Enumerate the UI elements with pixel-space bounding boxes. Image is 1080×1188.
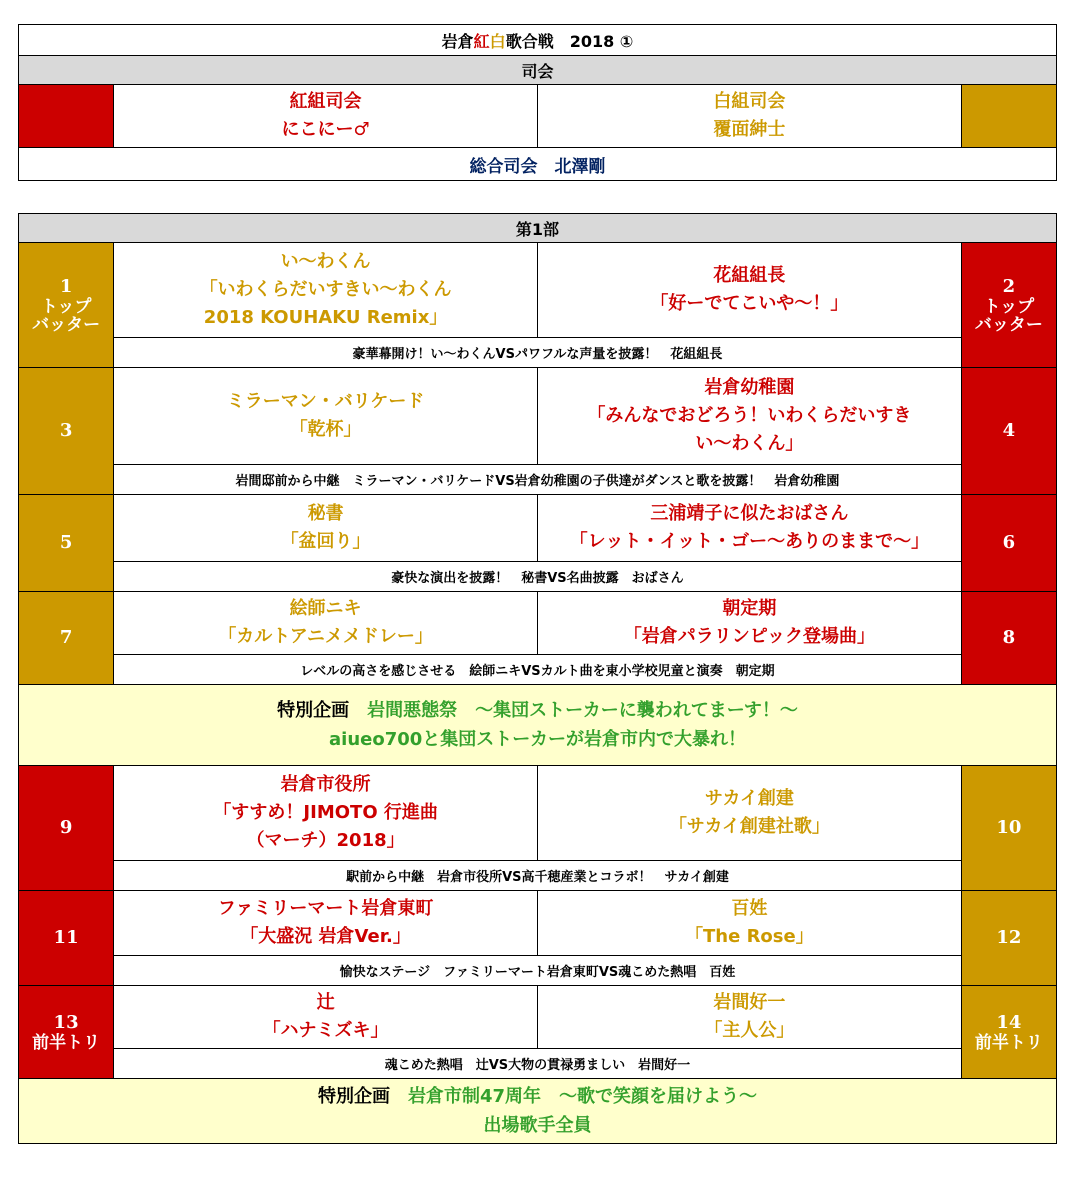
left-performance-cell (114, 495, 538, 562)
left-number-cell (19, 495, 114, 592)
match-row (19, 495, 1057, 562)
red-host-name: にこにー♂ (281, 119, 370, 140)
right-song-title: 「みんなでおどろう！いわくらだいすき (587, 405, 912, 426)
right-performer-name: 三浦靖子に似たおばさん (650, 503, 849, 524)
title-red-char: 紅 (473, 31, 490, 51)
red-host-cell (114, 85, 538, 148)
part1-section-header: 第1部 (19, 214, 1057, 243)
right-performer-name: 岩間好一 (713, 992, 786, 1013)
right-song-title: い～わくん」 (695, 433, 804, 454)
left-number-cell (19, 891, 114, 986)
left-performance-cell (114, 368, 538, 465)
host-table (18, 24, 1057, 181)
right-number-cell (961, 243, 1056, 368)
match-row (19, 592, 1057, 655)
match-row (19, 243, 1057, 338)
left-order-number: 5 (59, 532, 73, 553)
special-line-2: 出場歌手全員 (483, 1115, 592, 1136)
special-row (19, 1079, 1057, 1144)
right-performance-cell (537, 368, 961, 465)
right-performance-cell (537, 592, 961, 655)
left-performance-cell (114, 243, 538, 338)
right-performer-name: サカイ創建 (704, 788, 794, 809)
left-performer-name: ミラーマン・バリケード (226, 391, 425, 412)
right-number-cell (961, 368, 1056, 495)
left-performer-name: い～わくん (280, 251, 371, 272)
left-song-title: 「いわくらだいすきい～わくん (199, 279, 452, 300)
match-desc-row (19, 562, 1057, 592)
right-number-cell (961, 766, 1056, 891)
left-order-number: 3 (59, 420, 73, 441)
left-performer-name: 岩倉市役所 (280, 774, 371, 795)
left-order-note: 前半トリ (32, 1033, 101, 1053)
white-host-cell (537, 85, 961, 148)
special-line-1 (19, 696, 1056, 725)
left-performance-cell (114, 592, 538, 655)
match-desc-row (19, 465, 1057, 495)
match-row (19, 891, 1057, 956)
left-song-title: 「盆回り」 (280, 531, 371, 552)
right-performance-cell (537, 495, 961, 562)
right-order-note: 前半トリ (974, 1033, 1043, 1053)
match-description: 愉快なステージ ファミリーマート岩倉東町VS魂こめた熱唱 百姓 (114, 956, 962, 986)
right-order-number: 12 (996, 927, 1022, 948)
right-performer-name: 百姓 (731, 898, 768, 919)
left-song-title: （マーチ）2018」 (246, 830, 405, 851)
right-order-number: 8 (1002, 627, 1016, 648)
right-song-title: 「サカイ創建社歌」 (668, 816, 830, 837)
program-table (18, 213, 1057, 1144)
left-order-number: 1 (59, 276, 73, 297)
left-number-cell (19, 986, 114, 1079)
right-order-number: 6 (1002, 532, 1016, 553)
title-pre: 岩倉 (441, 31, 474, 51)
special-row (19, 685, 1057, 766)
right-performance-cell (537, 891, 961, 956)
left-performance-cell (114, 891, 538, 956)
left-song-title: 2018 KOUHAKU Remix」 (203, 307, 448, 328)
left-song-title: 「大盛況 岩倉Ver.」 (240, 926, 411, 947)
match-desc-row (19, 1049, 1057, 1079)
right-performer-name: 朝定期 (722, 598, 777, 619)
white-host-name: 覆面紳士 (713, 119, 786, 140)
match-description: 豪華幕開け！い～わくんVSパワフルな声量を披露！ 花組組長 (114, 338, 962, 368)
match-row (19, 986, 1057, 1049)
special-line-2: aiueo700と集団ストーカーが岩倉市内で大暴れ！ (329, 729, 746, 750)
left-number-cell (19, 592, 114, 685)
right-number-cell (961, 891, 1056, 986)
right-number-cell (961, 592, 1056, 685)
right-order-number: 14 (996, 1012, 1022, 1033)
right-order-number: 10 (996, 817, 1022, 838)
match-description: 岩間邸前から中継 ミラーマン・バリケードVS岩倉幼稚園の子供達がダンスと歌を披露！ 岩倉幼稚園 (114, 465, 962, 495)
right-number-cell (961, 495, 1056, 592)
match-desc-row (19, 655, 1057, 685)
left-song-title: 「カルトアニメメドレー」 (218, 626, 433, 647)
right-song-title: 「The Rose」 (685, 926, 814, 947)
left-order-number: 7 (59, 627, 73, 648)
left-performer-name: 秘書 (307, 503, 344, 524)
left-performer-name: 辻 (316, 992, 335, 1013)
match-row (19, 368, 1057, 465)
special-segment (19, 685, 1057, 766)
left-song-title: 「ハナミズキ」 (262, 1020, 389, 1041)
left-order-number: 11 (53, 927, 79, 948)
right-number-cell (961, 986, 1056, 1079)
left-order-number: 13 (53, 1012, 79, 1033)
right-performance-cell (537, 243, 961, 338)
red-host-label: 紅組司会 (289, 91, 362, 112)
right-performer-name: 岩倉幼稚園 (704, 377, 795, 398)
right-performer-name: 花組組長 (713, 265, 786, 286)
match-description: 豪快な演出を披露！ 秘書VS名曲披露 おばさん (114, 562, 962, 592)
special-title: 岩倉市制47周年 ～歌で笑顔を届けよう～ (407, 1086, 758, 1107)
match-desc-row (19, 338, 1057, 368)
match-row (19, 766, 1057, 861)
match-desc-row (19, 956, 1057, 986)
match-desc-row (19, 861, 1057, 891)
left-number-cell (19, 243, 114, 368)
special-label: 特別企画 (277, 700, 350, 721)
match-description: レベルの高さを感じさせる 絵師ニキVSカルト曲を東小学校児童と演奏 朝定期 (114, 655, 962, 685)
left-song-title: 「乾杯」 (289, 419, 362, 440)
left-number-cell (19, 766, 114, 891)
left-performer-name: ファミリーマート岩倉東町 (217, 898, 434, 919)
left-performance-cell (114, 766, 538, 861)
special-label: 特別企画 (317, 1086, 390, 1107)
right-order-number: 2 (1002, 276, 1016, 297)
right-performance-cell (537, 766, 961, 861)
left-order-number: 9 (59, 817, 73, 838)
general-host: 総合司会 北澤剛 (19, 148, 1057, 181)
right-song-title: 「レット・イット・ゴー～ありのままで～」 (569, 531, 930, 552)
left-performer-name: 絵師ニキ (289, 598, 362, 619)
right-song-title: 「主人公」 (704, 1020, 795, 1041)
red-color-block (19, 85, 114, 148)
gold-color-block (961, 85, 1056, 148)
special-title: 岩間悪態祭 ～集団ストーカーに襲われてまーす！～ (367, 700, 798, 721)
right-order-number: 4 (1002, 420, 1016, 441)
left-number-cell (19, 368, 114, 495)
left-order-note: トップ バッター (32, 297, 101, 335)
left-song-title: 「すすめ！JIMOTO 行進曲 (213, 802, 438, 823)
special-segment (19, 1079, 1057, 1144)
match-description: 駅前から中継 岩倉市役所VS高千穂産業とコラボ！ サカイ創建 (114, 861, 962, 891)
white-host-label: 白組司会 (713, 91, 786, 112)
title-white-char: 白 (489, 31, 506, 51)
special-line-1 (19, 1082, 1056, 1111)
right-song-title: 「岩倉パラリンピック登場曲」 (623, 626, 875, 647)
right-performance-cell (537, 986, 961, 1049)
left-performance-cell (114, 986, 538, 1049)
match-description: 魂こめた熱唱 辻VS大物の貫禄勇ましい 岩間好一 (114, 1049, 962, 1079)
page-title (19, 25, 1057, 56)
title-post: 歌合戦 2018 ① (505, 31, 634, 51)
host-section-header: 司会 (19, 56, 1057, 85)
right-song-title: 「好ーでてこいや～！」 (650, 293, 849, 314)
right-order-note: トップ バッター (974, 297, 1043, 335)
